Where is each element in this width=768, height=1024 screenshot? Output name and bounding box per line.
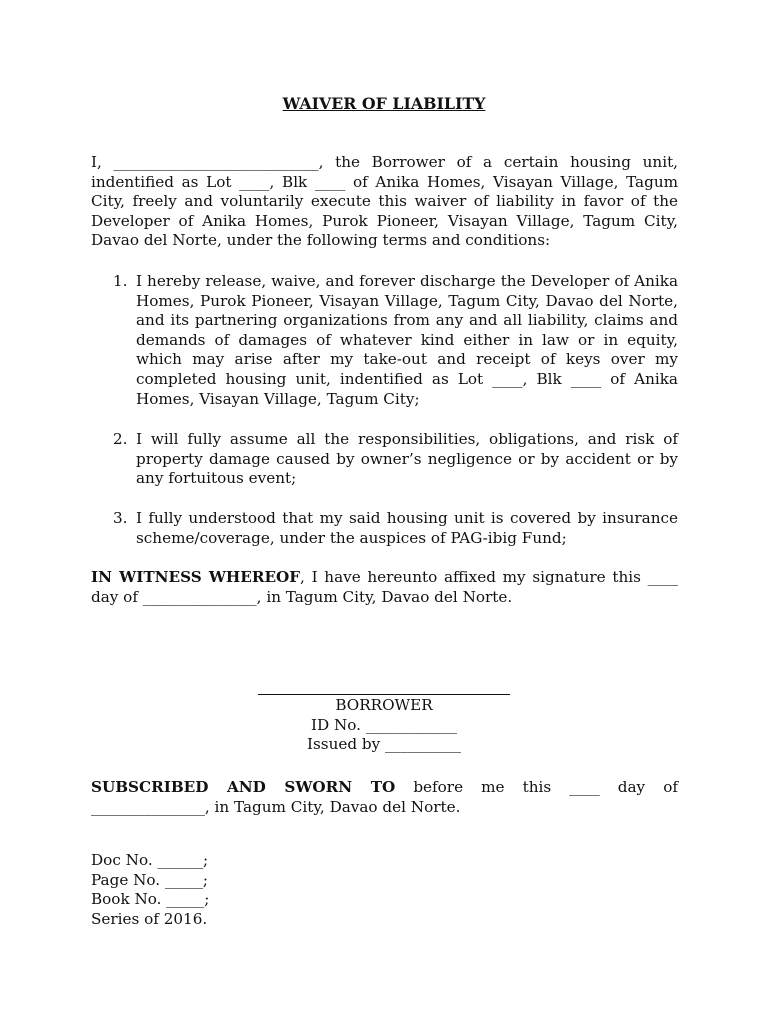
intro-paragraph: I, ___________________________, the Borrower of a certain housing unit, indentified as Lot ____, Blk ____ of Anika Homes, Visayan Village, Tagum City, freely and voluntarily execute this waiver of liability in favor of the Developer of Anika Homes, Purok Pioneer, Visayan Village, Tagum City, Davao del Norte, under the following terms and conditions: (91, 153, 678, 250)
witness-text: , I have hereunto affixed my signature this ____ day of _______________, in Tagum City, Davao del Norte. (91, 568, 678, 606)
sworn-paragraph (91, 778, 678, 817)
term-number-1: 1. (113, 272, 128, 290)
term-item-3 (91, 509, 678, 548)
term-text-2: I will fully assume all the responsibilities, obligations, and risk of property damage caused by owner’s negligence or by accident or by any fortuitous event; (136, 430, 678, 488)
issued-by-field: Issued by __________ (307, 735, 461, 754)
signature-block (0, 684, 768, 755)
term-item-1 (91, 272, 678, 409)
document-title: WAIVER OF LIABILITY (282, 94, 486, 113)
signature-line (258, 684, 510, 695)
sworn-text: before me this ____ day of _______________, in Tagum City, Davao del Norte. (91, 778, 678, 816)
witness-lead: IN WITNESS WHEREOF (91, 568, 301, 586)
term-number-3: 3. (113, 509, 128, 527)
term-text-3: I fully understood that my said housing unit is covered by insurance scheme/coverage, under the auspices of PAG-ibig Fund; (136, 509, 678, 547)
book-number: Book No. _____; (91, 890, 210, 909)
witness-paragraph (91, 568, 678, 607)
page-number: Page No. _____; (91, 870, 209, 889)
sworn-lead: SUBSCRIBED AND SWORN TO (91, 778, 396, 796)
doc-number: Doc No. ______; (91, 851, 209, 869)
series-year: Series of 2016. (91, 909, 208, 928)
term-number-2: 2. (113, 430, 128, 448)
notarial-details (91, 851, 391, 929)
borrower-label: BORROWER (335, 696, 433, 714)
term-item-2 (91, 430, 678, 489)
id-number-field: ID No. ____________ (311, 715, 457, 734)
term-text-1: I hereby release, waive, and forever discharge the Developer of Anika Homes, Purok Pioneer, Visayan Village, Tagum City, Davao del Norte, and its partnering organizations from any and all liability, claims and demands of damages of whatever kind either in law or in equity, which may arise after my take-out and receipt of keys over my completed housing unit, indentified as Lot ____, Blk ____ of Anika Homes, Visayan Village, Tagum City; (136, 272, 678, 408)
